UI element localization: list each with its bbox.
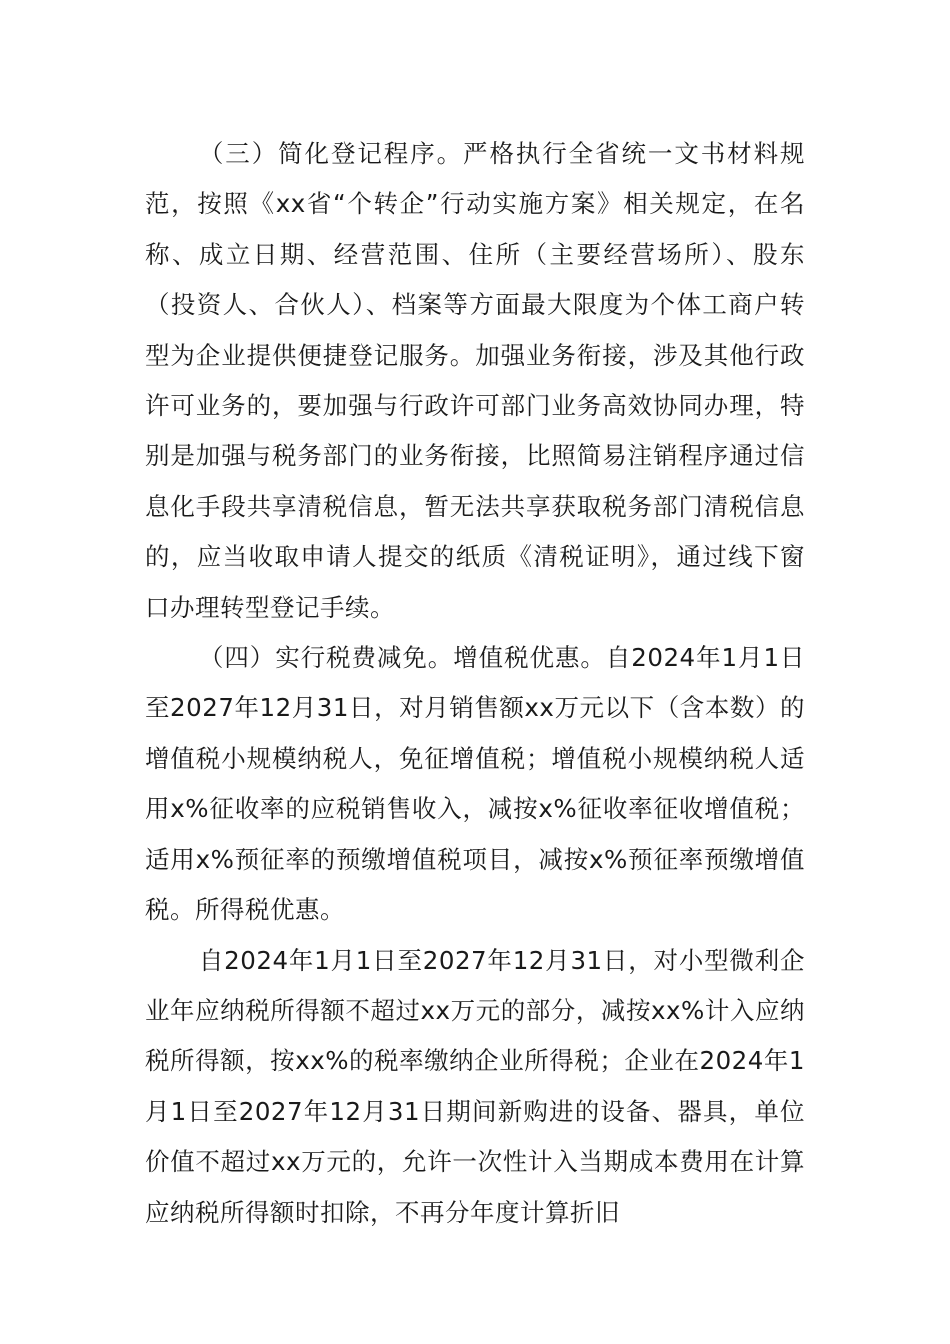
paragraph-income-tax: 自2024年1月1日至2027年12月31日，对小型微利企业年应纳税所得额不超过xx万元的部分，减按xx%计入应纳税所得额，按xx%的税率缴纳企业所得税；企业在2024年1月1日至2027年12月31日期间新购进的设备、器具，单位价值不超过xx万元的，允许一次性计入当期成本费用在计算应纳税所得额时扣除，不再分年度计算折旧 [145,945,805,1227]
document-body [145,129,805,1238]
paragraph-simplify-registration: （三）简化登记程序。严格执行全省统一文书材料规范，按照《xx省“个转企”行动实施方案》相关规定，在名称、成立日期、经营范围、住所（主要经营场所）、股东（投资人、合伙人）、档案等方面最大限度为个体工商户转型为企业提供便捷登记服务。加强业务衔接，涉及其他行政许可业务的，要加强与行政许可部门业务高效协同办理，特别是加强与税务部门的业务衔接，比照简易注销程序通过信息化手段共享清税信息，暂无法共享获取税务部门清税信息的，应当收取申请人提交的纸质《清税证明》，通过线下窗口办理转型登记手续。 [145,139,805,622]
paragraph-tax-reduction: （四）实行税费减免。增值税优惠。自2024年1月1日至2027年12月31日，对月销售额xx万元以下（含本数）的增值税小规模纳税人，免征增值税；增值税小规模纳税人适用x%征收率的应税销售收入，减按x%征收率征收增值税；适用x%预征率的预缴增值税项目，减按x%预征率预缴增值税。所得税优惠。 [145,643,805,925]
